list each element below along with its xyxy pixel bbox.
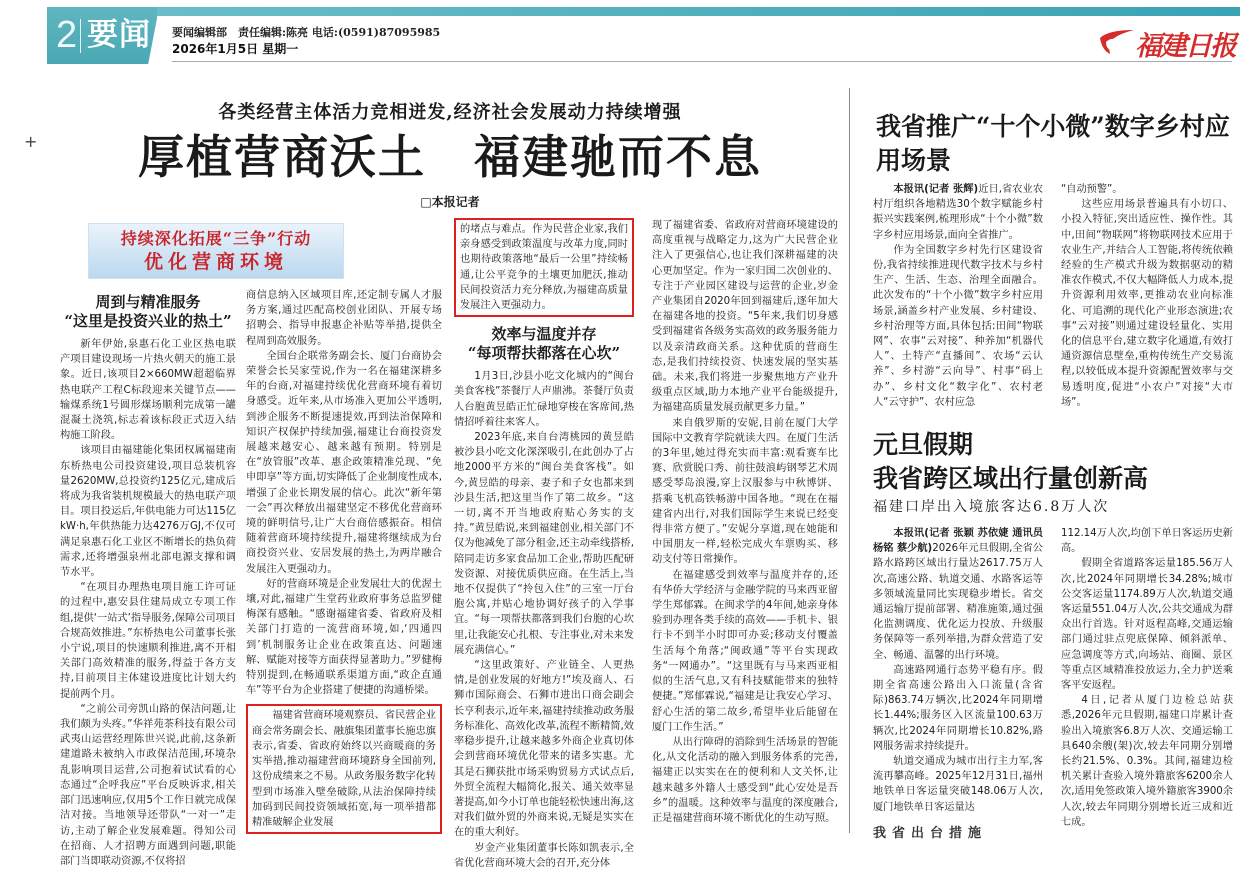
paragraph: 近日,省农业农村厅组织各地精选30个数字赋能乡村振兴实践案例,梳理形成“十个小微”数字乡村应用场景,面向全省推广。 xyxy=(873,184,1043,241)
article-3-dateline: 本报讯(记者 张颖 苏依婕 通讯员 杨铭 蔡少航) xyxy=(873,528,1043,555)
section-2-quote: “每项帮扶都落在心坎” xyxy=(467,344,621,363)
article-3-title-line-1: 元旦假期 xyxy=(873,430,974,459)
paragraph: 岁金产业集团董事长陈如凯表示,全省优化营商环境大会的召开,充分体 xyxy=(454,842,634,869)
paragraph: 的堵点与难点。作为民营企业家,我们亲身感受到政策温度与改革力度,同时也期待政策落地“最后一公里”持续畅通,让公平竞争的土壤更加肥沃,推动民间投资活力充分释放,为福建高质量发展注入更强动力。 xyxy=(460,224,628,312)
article-3-column-1 xyxy=(873,526,1043,815)
paragraph: 新年伊始,泉惠石化工业区热电联产项目建设现场一片热火朝天的施工景象。近日,该项目2×660MW超超临界热电联产工程C标段迎来关键节点——输煤系统1号圆形煤场顺利完成第一罐混凝土浇筑,标志着该标段正式迈入结构施工阶段。 xyxy=(60,339,236,442)
lead-column-1 xyxy=(60,293,236,869)
article-3-title-line-2: 我省跨区域出行量创新高 xyxy=(873,464,1149,493)
highlighted-quote-box xyxy=(246,704,442,834)
section-1-quote: “这里是投资兴业的热土” xyxy=(64,312,232,330)
paragraph: 好的营商环境是企业发展壮大的优渥土壤,对此,福建广生堂药业政府事务总监罗健梅深有感触。“感谢福建省委、省政府及相关部门打造的一流营商环境,如,‘四通四到’机制服务让企业在政策直达、问题速解、赋能对接等方面获得显著助力。”罗健梅特别提到,在畅通联系渠道方面,“政企直通车”等平台为企业搭建了便捷的沟通桥梁。 xyxy=(246,578,442,697)
paragraph: 4日,记者从厦门边检总站获悉,2026年元旦假期,福建口岸累计查验出入境旅客6.8万人次、交通运输工具640余艘(架)次,较去年同期分别增长约21.5%、0.3%。其间,福建边检机关累计查验入境外籍旅客6200余人次,适用免签政策入境外籍旅客3900余人次,较去年同期分别增长近三成和近七成。 xyxy=(1061,695,1233,828)
article-3-title xyxy=(873,428,1233,496)
paragraph: 1月3日,沙县小吃文化城内的“闽台美食客栈”茶餐厅人声鼎沸。茶餐厅负责人台胞黄昱皓正忙碌地穿梭在客席间,热情招呼着往来客人。 xyxy=(454,371,634,428)
lead-column-2 xyxy=(246,288,442,834)
editor-info: 要闻编辑部 责任编辑:陈亮 电话:(0591)87095985 xyxy=(172,26,441,39)
paragraph: 2026年元旦假期,全省公路水路跨区域出行量达2617.75万人次,高速公路、轨道交通、水路客运等多领域流量同比实现稳步增长。省交通运输厅提前部署、精准施策,通过强化监测调度、优化运力投放、升级服务保障等一系列举措,为群众营造了安全、畅通、温馨的出行环境。 xyxy=(873,543,1043,661)
highlighted-quote-box xyxy=(454,218,634,317)
newspaper-logo: 福建日报 xyxy=(1135,31,1235,62)
lead-kicker: 各类经营主体活力竞相迸发,经济社会发展动力持续增强 xyxy=(218,102,682,123)
section-1-heading xyxy=(60,293,236,331)
article-2-column-2 xyxy=(1061,182,1233,410)
section-1-title: 周到与精准服务 xyxy=(95,293,201,311)
paragraph: “在项目办理热电项目施工许可证的过程中,惠安县住建局成立专项工作组,提供‘一站式’指导服务,保障公司项目合规高效推进。”东桥热电公司董事长张小宁说,项目的快速顺利推进,离不开相关部门高效精准的服务,得益于各方支持,目前项目主体建设进度比计划大约提前两个月。 xyxy=(60,582,236,700)
paragraph: 假期全省道路客运量185.56万人次,比2024年同期增长34.28%;城市公交客运量1174.89万人次,轨道交通客运量551.04万人次,公共交通成为群众出行首选。针对返程高峰,交通运输部门通过驻点兜底保障、倾斜派单、应急调度等方式,向场站、商圈、景区等重点区域精准投放运力,全力护送乘客平安返程。 xyxy=(1061,558,1233,692)
paragraph: 现了福建省委、省政府对营商环境建设的高度重视与战略定力,这为广大民营企业注入了更强信心,也让我们深耕福建的决心更加坚定。作为一家归国二次创业的、专注于产业园区建设与运营的企业,岁金产业集团自2020年回到福建后,逐年加大在福建各地的投资。“5年来,我们切身感受到福建省各级务实高效的政务服务能力以及亲清政商关系。这种优质的营商生态,是我们持续投资、快速发展的坚实基础。未来,我们将进一步聚焦地方产业升级重点区域,助力本地产业平台能级提升,为福建高质量发展贡献更多力量。” xyxy=(652,220,838,414)
paragraph: 这些应用场景普遍具有小切口、小投入特征,突出适应性、操作性。其中,田间“物联网”将物联网技术应用于农业生产,并结合人工智能,将传统依赖经验的生产模式升级为数据驱动的精准农作模式,不仅大幅降低人力成本,提升资源利用效率,更推动农业向标准化、可追溯的现代化产业形态演进;农事“云对接”则通过建设轻量化、实用化的信息平台,建立数字化通道,有效打通资源信息壁垒,重构传统生产交易流程,以较低成本提升资源配置效率与交易透明度,促进“小农户”对接“大市场”。 xyxy=(1061,199,1233,408)
paragraph: “这里政策好、产业链全、人更热情,是创业发展的好地方!”埃及商人、石狮市国际商会、石狮市进出口商会副会长亨利表示,近年来,福建持续推动政务服务标准化、高效化改革,流程不断精简,效率稳步提升,让越来越多外商企业真切体会到营商环境优化带来的诸多实惠。尤其是石狮获批市场采购贸易方式试点后,外贸全流程大幅简化,报关、通关效率显著提高,如今小订单也能轻松快速出海,这对我们做外贸的外商来说,无疑是实实在在的重大利好。 xyxy=(454,660,634,839)
newspaper-logo-icon xyxy=(1098,28,1136,56)
paragraph: “之前公司旁凯山路的保洁问题,让我们颇为头疼。”华祥苑茶科技有限公司武夷山运营经理陈世兴说,此前,这条新建道路未被纳入市政保洁范围,环境杂乱影响项目运营,公司抱着试试看的心态通过“企呼我应”平台反映诉求,相关部门迅速响应,仅用5个工作日就完成保洁对接。当地领导还带队“一对一”走访,主动了解企业发展难题。得知公司在招商、人才招聘方面遇到问题,职能部门当即联动资源,不仅将招 xyxy=(60,703,236,867)
paragraph: 来自俄罗斯的安妮,目前在厦门大学国际中文教育学院就读大四。在厦门生活的3年里,她过得充实而丰富:观看赛车比赛、欣赏脱口秀、前往鼓浪屿钢琴艺术周感受琴岛浪漫,穿上汉服参与中秋博饼、搭乘飞机高铁畅游中国各地。“现在在福建省内出行,对我们国际学生来说已经变得非常方便了。”安妮分享道,现在她能和中国朋友一样,轻松完成火车票购买、移动支付等日常操作。 xyxy=(652,417,838,566)
paragraph: 2023年底,来自台湾桃园的黄昱皓被沙县小吃文化深深吸引,在此创办了占地2000平方米的“闽台美食客栈”。如今,黄昱皓的母亲、妻子和子女也都来到沙县生活,把这里当作了第二故乡。“这一切,离不开当地政府贴心务实的支持。”黄昱皓说,来到福建创业,相关部门不仅为他减免了部分租金,还主动牵线搭桥,陪同走访多家食品加工企业,帮助匹配研发资源、对接优质供应商。在生活上,当地不仅提供了“拎包入住”的三室一厅台胞公寓,并贴心地协调好孩子的入学事宜。“每一项帮扶都落到我们台胞的心坎里,让我能安心扎根、专注事业,对未来发展充满信心。” xyxy=(454,432,634,656)
paragraph: 该项目由福建能化集团权属福建南东桥热电公司投资建设,项目总装机容量2620MW,总投资约125亿元,建成后将成为我省装机规模最大的热电联产项目。项目投运后,年供电能力可达115亿kW·h,年供热能力达4276万GJ,不仅可满足泉惠石化工业区不断增长的热负荷需求,还将增强泉州北部电源支撑和调节水平。 xyxy=(60,445,236,579)
section-name: 要闻 xyxy=(87,17,151,53)
section-2-title: 效率与温度并存 xyxy=(491,325,597,344)
article-3-subtitle: 福建口岸出入境旅客达6.8万人次 xyxy=(873,499,1110,515)
paragraph: 全国台企联常务副会长、厦门台商协会荣誉会长吴家莹说,作为一名在福建深耕多年的台商,对福建持续优化营商环境有着切身感受。近年来,从市场准入更加公平透明,到涉企服务不断提速提效,再到法治保障和知识产权保护持续加强,福建让台商投资发展越来越安心、越来越有预期。特别是在“放管服”改革、惠企政策精准兑现、“免申即享”等方面,切实降低了企业制度性成本,增强了企业长期发展的信心。此次“新年第一会”再次释放出福建坚定不移优化营商环境的鲜明信号,让广大台商倍感振奋。相信随着营商环境持续提升,福建将继续成为台商投资兴业、安居发展的热土,为两岸融合发展注入更强动力。 xyxy=(246,350,442,575)
paragraph: 从出行障碍的消除到生活场景的智能化,从文化活动的融入到服务体系的完善,福建正以实实在在的便利和人文关怀,让越来越多外籍人士感受到“此心安处是吾乡”的温暖。这种效率与温度的深度融合,正是福建营商环境不断优化的生动写照。 xyxy=(652,736,838,824)
issue-date: 2026年1月5日 星期一 xyxy=(172,42,299,56)
section-2-heading xyxy=(454,325,634,363)
banner-line-2: 优化营商环境 xyxy=(143,251,288,273)
header-rule xyxy=(172,61,1232,62)
article-2-title: 我省推广“十个小微”数字乡村应用场景 xyxy=(876,112,1230,175)
header-color-bar xyxy=(47,7,1240,16)
article-2-column-1 xyxy=(873,182,1043,410)
paragraph: “自动预警”。 xyxy=(1061,184,1123,195)
lead-headline: 厚植营商沃土 福建驰而不息 xyxy=(138,130,762,184)
lead-column-4 xyxy=(652,218,838,826)
paragraph: 作为全国数字乡村先行区建设省份,我省持续推进现代数字技术与乡村生产、生活、生态、治理全面融合。此次发布的“十个小微”数字乡村应用场景,涵盖乡村产业发展、乡村建设、乡村治理等方面,具体包括:田间“物联网”、农事“云对接”、种养加“机器代人”、土特产“直播间”、农场“云认养”、乡村游“云向导”、村事“码上办”、乡村文化“数字化”、农村老人“云守护”、农村应急 xyxy=(873,244,1043,408)
crosshair-icon: + xyxy=(24,132,38,151)
campaign-banner xyxy=(88,223,344,279)
paragraph: 112.14万人次,均创下单日客运历史新高。 xyxy=(1061,528,1233,555)
paragraph: 在福建感受到效率与温度并存的,还有华侨大学经济与金融学院的马来西亚留学生郑郁霖。在闽求学的4年间,她亲身体验到办理各类手续的高效——手机卡、银行卡不到半小时即可办妥;移动支付覆盖生活每个角落;“闽政通”等平台实现政务“一网通办”。“这里既有与马来西亚相似的生活气息,又有科技赋能带来的独特便捷。”郑郁霖说,“福建是让我安心学习、舒心生活的第二故乡,希望毕业后能留在厦门工作生活。” xyxy=(652,569,838,733)
paragraph: 高速路网通行态势平稳有序。假期全省高速公路出入口流量(含省际)863.74万辆次,比2024年同期增长1.44%;服务区入区流量100.63万辆次,比2024年同期增长10.82%,路网服务需求持续提升。 xyxy=(873,664,1043,752)
paragraph: 轨道交通成为城市出行主力军,客流再攀高峰。2025年12月31日,福州地铁单日客运量突破148.06万人次,厦门地铁单日客运量达 xyxy=(873,756,1043,813)
article-2-dateline: 本报讯(记者 张辉) xyxy=(893,184,979,195)
paragraph: 福建省营商环境观察员、省民营企业商会常务副会长、融旗集团董事长施忠旗表示,省委、省政府始终以兴商暖商的务实举措,推动福建营商环境跻身全国前列,这份成绩来之不易。从政务服务数字化转型到市场准入壁垒破除,从法治保障持续加码到民间投资领域拓宽,每一项举措都精准破解企业发展 xyxy=(252,710,436,828)
column-divider xyxy=(849,88,850,833)
tab-separator xyxy=(80,19,81,53)
next-article-teaser: 我省出台措施 xyxy=(873,826,988,841)
banner-line-1: 持续深化拓展“三争”行动 xyxy=(120,229,312,248)
lead-column-3 xyxy=(454,218,634,871)
lead-byline: □本报记者 xyxy=(420,195,480,209)
paragraph: 商信息纳入区域项目库,还定制专属人才服务方案,通过匹配高校创业团队、开展专场招聘会、指导申报惠企补贴等举措,提供全程周到高效服务。 xyxy=(246,290,442,347)
page-number: 2 xyxy=(56,14,78,56)
article-3-column-2 xyxy=(1061,526,1233,830)
